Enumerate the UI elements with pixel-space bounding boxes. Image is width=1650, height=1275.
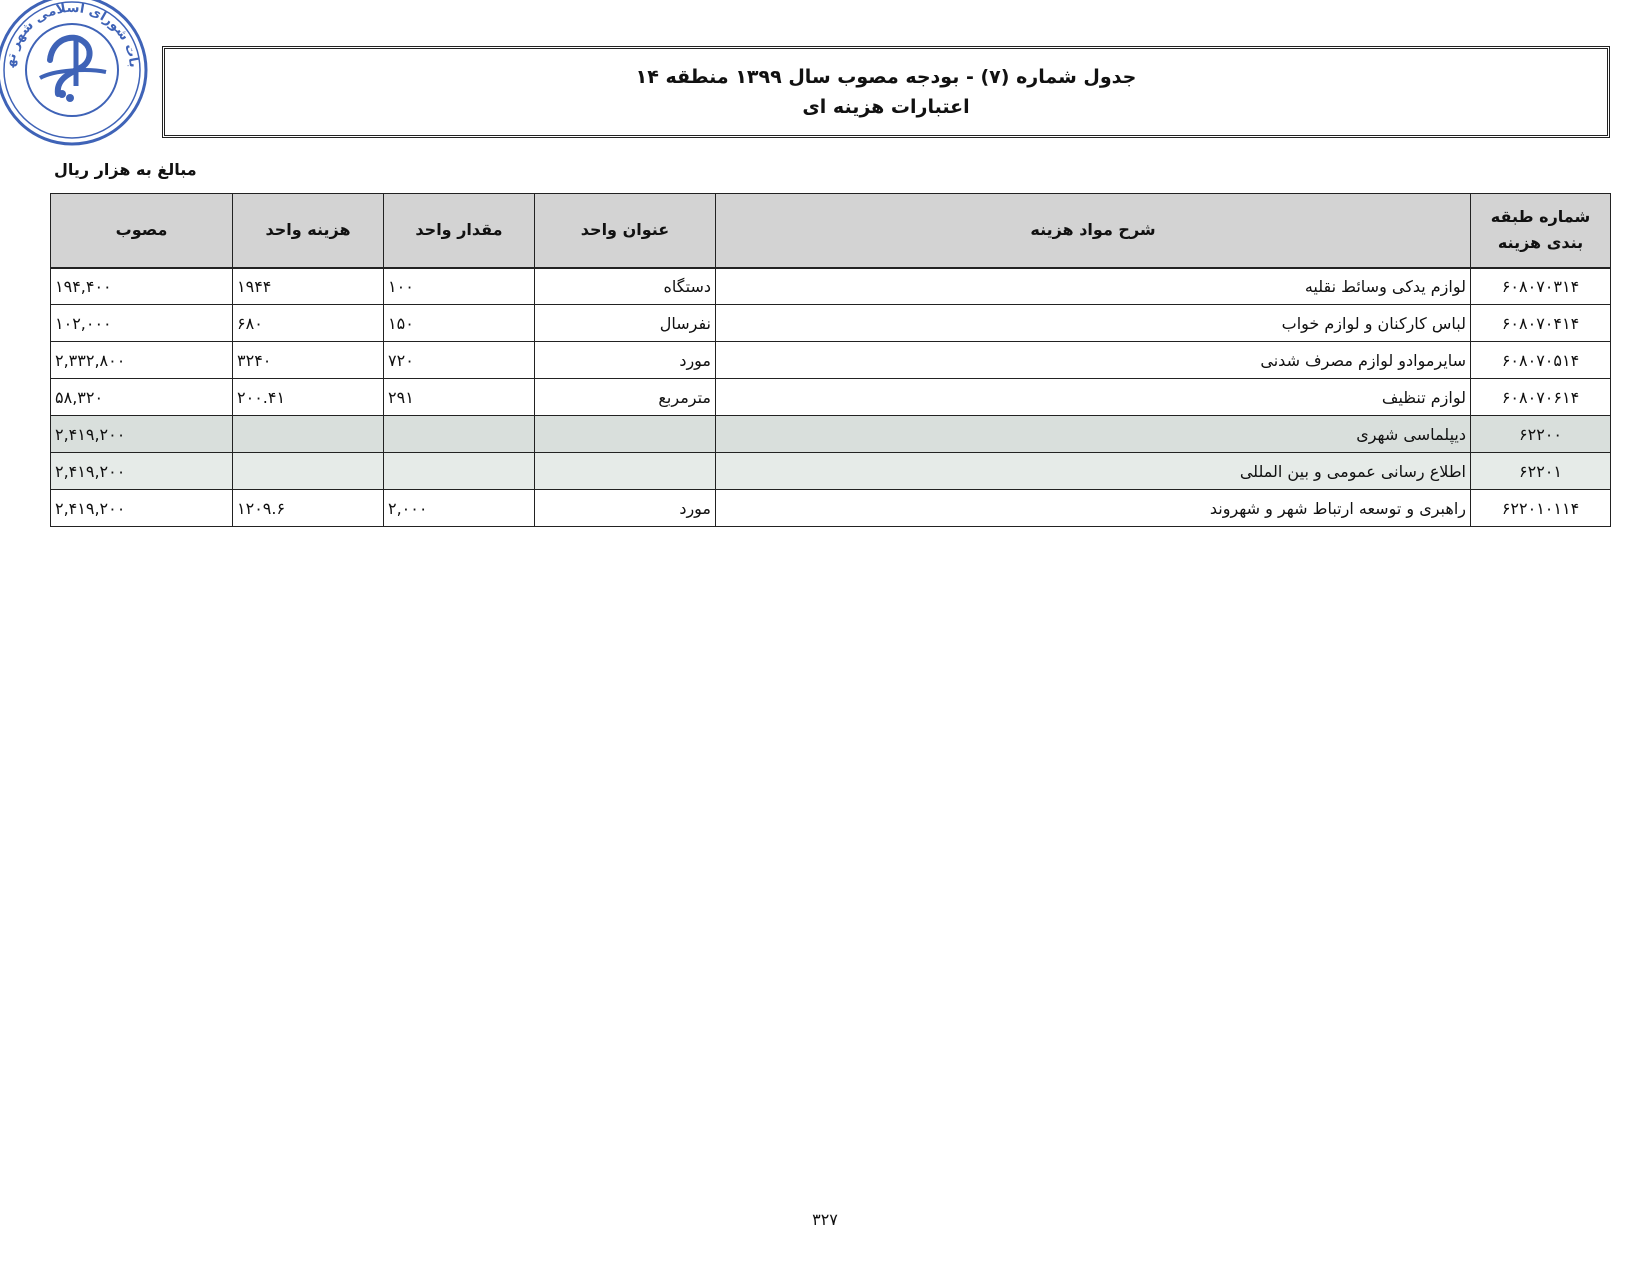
table-row bbox=[51, 305, 1611, 342]
cell-unit-qty: ۲,۰۰۰ bbox=[384, 490, 535, 527]
col-header-approved: مصوب bbox=[51, 194, 233, 268]
cell-unit-title: دستگاه bbox=[535, 268, 716, 305]
cell-desc: لوازم تنظیف bbox=[716, 379, 1471, 416]
table-header-row bbox=[51, 194, 1611, 268]
page-subtitle: اعتبارات هزینه ای bbox=[802, 96, 970, 118]
cell-approved: ۲,۴۱۹,۲۰۰ bbox=[51, 490, 233, 527]
cell-unit-cost: ۱۹۴۴ bbox=[233, 268, 384, 305]
page-title: جدول شماره (۷) - بودجه مصوب سال ۱۳۹۹ منطقه ۱۴ bbox=[635, 66, 1137, 88]
cell-unit-cost bbox=[233, 416, 384, 453]
cell-approved: ۱۰۲,۰۰۰ bbox=[51, 305, 233, 342]
col-header-unit-title: عنوان واحد bbox=[535, 194, 716, 268]
cell-desc: لوازم یدکی وسائط نقلیه bbox=[716, 268, 1471, 305]
col-header-code: شماره طبقه بندی هزینه bbox=[1471, 194, 1611, 268]
table-row bbox=[51, 268, 1611, 305]
cell-desc: راهبری و توسعه ارتباط شهر و شهروند bbox=[716, 490, 1471, 527]
cell-desc: اطلاع رسانی عمومی و بین المللی bbox=[716, 453, 1471, 490]
table-row bbox=[51, 490, 1611, 527]
table-row bbox=[51, 342, 1611, 379]
cell-unit-title: مورد bbox=[535, 342, 716, 379]
table-row-subtotal bbox=[51, 416, 1611, 453]
cell-approved: ۵۸,۳۲۰ bbox=[51, 379, 233, 416]
cell-approved: ۲,۳۳۲,۸۰۰ bbox=[51, 342, 233, 379]
cell-code: ۶۰۸۰۷۰۳۱۴ bbox=[1471, 268, 1611, 305]
cell-unit-cost: ۶۸۰ bbox=[233, 305, 384, 342]
cell-code: ۶۰۸۰۷۰۶۱۴ bbox=[1471, 379, 1611, 416]
cell-unit-title bbox=[535, 453, 716, 490]
col-header-unit-cost: هزینه واحد bbox=[233, 194, 384, 268]
cell-desc: سایرموادو لوازم مصرف شدنی bbox=[716, 342, 1471, 379]
cell-unit-title bbox=[535, 416, 716, 453]
cell-code: ۶۲۲۰۰ bbox=[1471, 416, 1611, 453]
cell-unit-title: مترمربع bbox=[535, 379, 716, 416]
cell-code: ۶۲۲۰۱۰۱۱۴ bbox=[1471, 490, 1611, 527]
cell-unit-cost: ۱۲۰۹.۶ bbox=[233, 490, 384, 527]
page-number: ۳۲۷ bbox=[812, 1210, 838, 1229]
cell-code: ۶۰۸۰۷۰۴۱۴ bbox=[1471, 305, 1611, 342]
cell-unit-title: نفرسال bbox=[535, 305, 716, 342]
cell-unit-cost: ۲۰۰.۴۱ bbox=[233, 379, 384, 416]
cell-approved: ۲,۴۱۹,۲۰۰ bbox=[51, 416, 233, 453]
cell-approved: ۱۹۴,۴۰۰ bbox=[51, 268, 233, 305]
cell-code: ۶۰۸۰۷۰۵۱۴ bbox=[1471, 342, 1611, 379]
cell-unit-title: مورد bbox=[535, 490, 716, 527]
units-note: مبالغ به هزار ریال bbox=[54, 160, 197, 179]
cell-unit-cost: ۳۲۴۰ bbox=[233, 342, 384, 379]
title-box bbox=[162, 46, 1610, 138]
table-row bbox=[51, 379, 1611, 416]
cell-unit-qty bbox=[384, 453, 535, 490]
council-seal-logo bbox=[0, 0, 152, 150]
cell-desc: لباس کارکنان و لوازم خواب bbox=[716, 305, 1471, 342]
cell-approved: ۲,۴۱۹,۲۰۰ bbox=[51, 453, 233, 490]
svg-text:معوبات شورای اسلامی شهر تهران bbox=[0, 0, 141, 69]
cell-desc: دیپلماسی شهری bbox=[716, 416, 1471, 453]
col-header-desc: شرح مواد هزینه bbox=[716, 194, 1471, 268]
budget-table bbox=[50, 193, 1611, 527]
cell-unit-cost bbox=[233, 453, 384, 490]
cell-unit-qty: ۲۹۱ bbox=[384, 379, 535, 416]
col-header-unit-qty: مقدار واحد bbox=[384, 194, 535, 268]
cell-unit-qty: ۱۵۰ bbox=[384, 305, 535, 342]
cell-unit-qty: ۷۲۰ bbox=[384, 342, 535, 379]
cell-unit-qty bbox=[384, 416, 535, 453]
seal-text: بات شورای اسلامی شهر ته bbox=[2, 0, 141, 69]
cell-unit-qty: ۱۰۰ bbox=[384, 268, 535, 305]
cell-code: ۶۲۲۰۱ bbox=[1471, 453, 1611, 490]
table-row-subtotal bbox=[51, 453, 1611, 490]
